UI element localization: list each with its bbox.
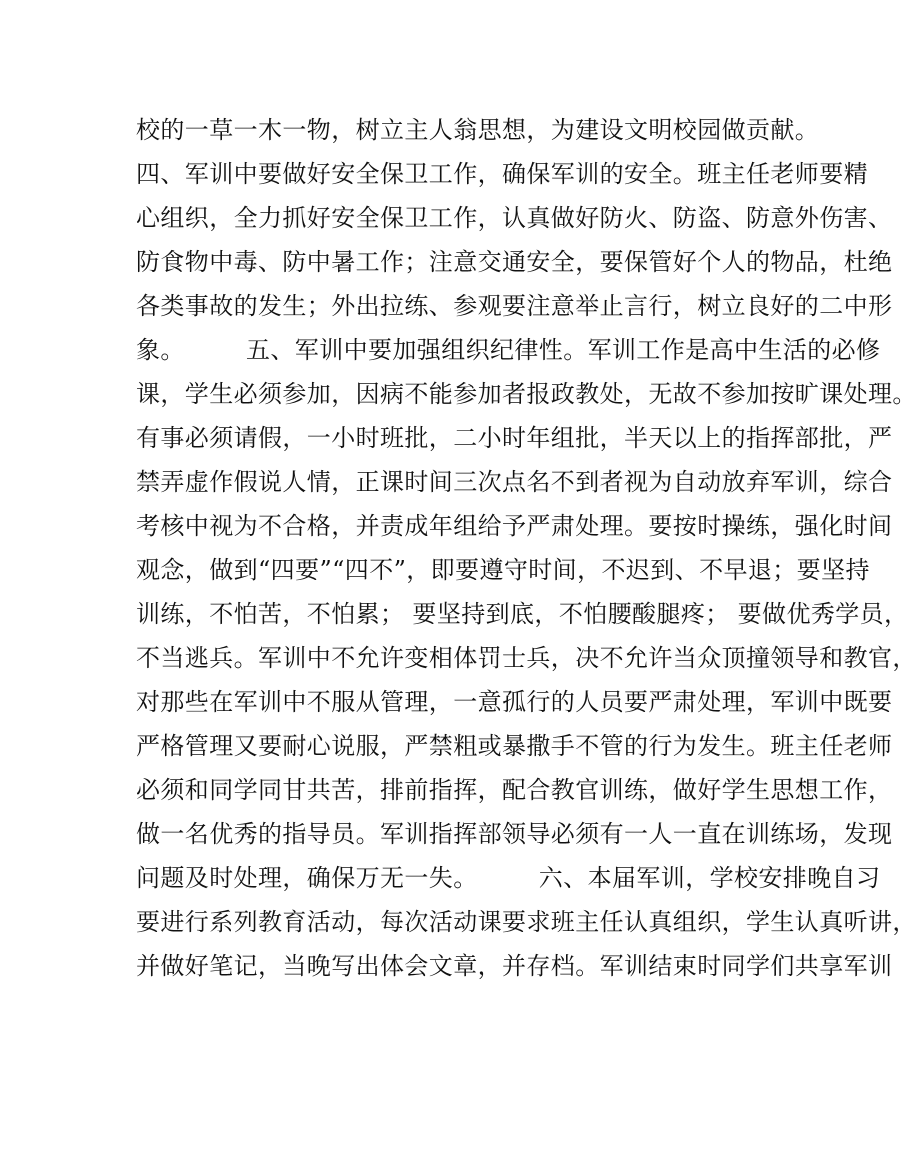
text-line: 不当逃兵。军训中不允许变相体罚士兵，决不允许当众顶撞领导和教官， [136, 644, 917, 672]
text-line: 考核中视为不合格，并责成年组给予严肃处理。要按时操练，强化时间 [136, 512, 893, 540]
text-line: 对那些在军训中不服从管理，一意孤行的人员要严肃处理，军训中既要 [136, 688, 893, 716]
text-line: 必须和同学同甘共苦，排前指挥，配合教官训练，做好学生思想工作， [136, 776, 893, 804]
text-line: 课，学生必须参加，因病不能参加者报政教处，无故不参加按旷课处理。 [136, 380, 917, 408]
text-line: 有事必须请假，一小时班批，二小时年组批，半天以上的指挥部批，严 [136, 424, 893, 452]
text-line: 象。 五、军训中要加强组织纪律性。军训工作是高中生活的必修 [136, 336, 881, 364]
text-line: 禁弄虚作假说人情，正课时间三次点名不到者视为自动放弃军训，综合 [136, 468, 893, 496]
text-line: 问题及时处理，确保万无一失。 六、本届军训，学校安排晚自习 [136, 864, 881, 892]
text-line: 观念，做到“四要”“四不”，即要遵守时间，不迟到、不早退；要坚持 [136, 556, 870, 584]
text-line: 训练，不怕苦，不怕累； 要坚持到底，不怕腰酸腿疼； 要做优秀学员， [136, 600, 909, 628]
text-line: 要进行系列教育活动，每次活动课要求班主任认真组织，学生认真听讲， [136, 908, 917, 936]
text-line: 并做好笔记，当晚写出体会文章，并存档。军训结束时同学们共享军训 [136, 952, 893, 980]
text-line: 防食物中毒、防中暑工作；注意交通安全，要保管好个人的物品，杜绝 [136, 248, 893, 276]
text-line: 四、军训中要做好安全保卫工作，确保军训的安全。班主任老师要精 [136, 160, 868, 188]
text-line: 心组织，全力抓好安全保卫工作，认真做好防火、防盗、防意外伤害、 [136, 204, 893, 232]
text-line: 校的一草一木一物，树立主人翁思想，为建设文明校园做贡献。 [136, 116, 820, 144]
text-line: 各类事故的发生；外出拉练、参观要注意举止言行，树立良好的二中形 [136, 292, 893, 320]
text-line: 做一名优秀的指导员。军训指挥部领导必须有一人一直在训练场，发现 [136, 820, 893, 848]
text-line: 严格管理又要耐心说服，严禁粗或暴撒手不管的行为发生。班主任老师 [136, 732, 893, 760]
